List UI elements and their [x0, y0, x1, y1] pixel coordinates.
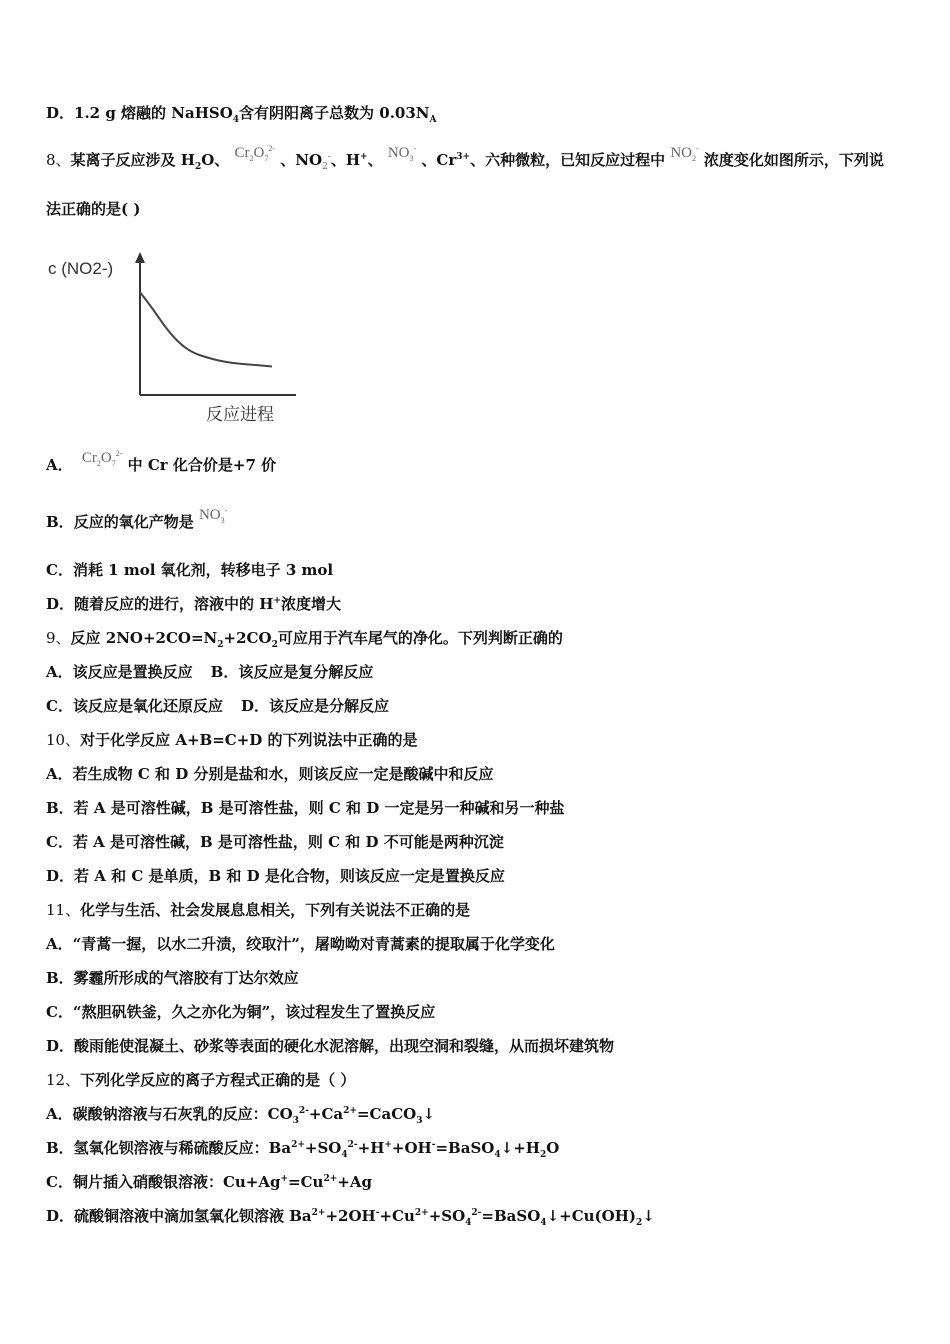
- q11-option-d: D．酸雨能使混凝土、砂浆等表面的硬化水泥溶解，出现空洞和裂缝，从而损坏建筑物: [46, 1037, 615, 1055]
- chart-xlabel: 反应进程: [206, 405, 274, 424]
- q12-option-a: A．碳酸钠溶液与石灰乳的反应：$CO_3^{2-}+Ca^{2+}=CaCO_3↓$: [46, 1105, 436, 1126]
- chart-ylabel: c (NO2-): [48, 259, 114, 278]
- q10-option-a: A．若生成物 C 和 D 分别是盐和水，则该反应一定是酸碱中和反应: [46, 765, 494, 783]
- q12-option-c: C．铜片插入硝酸银溶液：$Cu+Ag^+=Cu^{2+}+Ag$: [46, 1173, 372, 1191]
- q9-options-cd: C．该反应是氧化还原反应 D．该反应是分解反应: [46, 697, 389, 715]
- chart-series-line: [140, 292, 272, 366]
- q12-option-b: B．氢氧化钡溶液与稀硫酸反应：$Ba^{2+}+SO_4^{2-}+H^++OH^-=BaSO_4↓+H_2O$: [46, 1139, 560, 1160]
- prev-option-d: D．1.2 g 熔融的 NaHSO$_4$含有阴阳离子总数为 $0.03N_A$: [46, 104, 437, 125]
- q10-option-d: D．若 A 和 C 是单质，B 和 D 是化合物，则该反应一定是置换反应: [46, 867, 505, 885]
- dichromate-formula-a: $Cr_2O_7^{2-}$: [81, 449, 123, 468]
- y-axis-arrow: [135, 252, 145, 263]
- question-9-stem: 9、反应 $2NO+2CO=N_2+2CO_2$可应用于汽车尾气的净化。下列判断正确的: [46, 629, 563, 650]
- q11-option-c: C．“熬胆矾铁釜，久之亦化为铜”，该过程发生了置换反应: [46, 1003, 436, 1021]
- question-11-stem: 11、化学与生活、社会发展息息相关，下列有关说法不正确的是: [46, 901, 471, 919]
- dichromate-formula: $Cr_2O_7^{2-}$: [234, 144, 276, 163]
- q10-option-b: B．若 A 是可溶性碱，B 是可溶性盐，则 C 和 D 一定是另一种碱和另一种盐: [46, 799, 565, 817]
- q8-option-b: B．反应的氧化产物是 $NO_3^-$: [46, 506, 228, 531]
- q9-options-ab: A．该反应是置换反应 B．该反应是复分解反应: [46, 663, 374, 681]
- nitrate-formula: $NO_3^-$: [387, 144, 417, 163]
- question-8-stem: 8、某离子反应涉及 $H_2O$、 $Cr_2O_7^{2-}$ 、$NO_2^-$、H+、 $NO_3^-$ 、$Cr^{3+}$、六种微粒，已知反应过程中 $NO_2^-$ 浓度变化如图所示，下列说: [46, 144, 884, 172]
- q12-option-d: D．硫酸铜溶液中滴加氢氧化钡溶液 $Ba^{2+}+2OH^-+Cu^{2+}+SO_4^{2-}=BaSO_4↓+Cu(OH)_2↓$: [46, 1207, 655, 1228]
- q8-option-d: D．随着反应的进行，溶液中的 H+浓度增大: [46, 595, 341, 613]
- q8-option-c: C．消耗 1 mol 氧化剂，转移电子 3 mol: [46, 561, 334, 579]
- q11-option-b: B．雾霾所形成的气溶胶有丁达尔效应: [46, 969, 299, 987]
- concentration-chart: [44, 250, 304, 430]
- question-12-stem: 12、下列化学反应的离子方程式正确的是（ ）: [46, 1071, 356, 1089]
- nitrate-formula-b: $NO_3^-$: [198, 506, 228, 525]
- q10-option-c: C．若 A 是可溶性碱，B 是可溶性盐，则 C 和 D 不可能是两种沉淀: [46, 833, 504, 851]
- question-10-stem: 10、对于化学反应 A+B=C+D 的下列说法中正确的是: [46, 731, 418, 749]
- q11-option-a: A．“青蒿一握，以水二升渍，绞取汁”，屠呦呦对青蒿素的提取属于化学变化: [46, 935, 555, 953]
- q8-option-a: A． $Cr_2O_7^{2-}$ 中 Cr 化合价是+7 价: [46, 449, 277, 474]
- nitrite-formula: $NO_2^-$: [670, 144, 699, 163]
- question-8-stem-line2: 法正确的是( ): [46, 200, 141, 218]
